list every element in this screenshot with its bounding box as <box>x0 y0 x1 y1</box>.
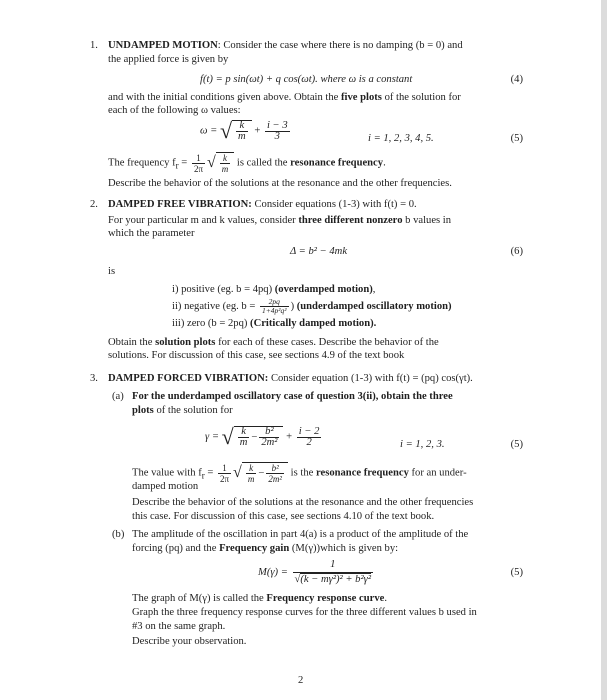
freq-sub: r <box>175 160 179 171</box>
q1-line3-pre: and with the initial conditions given above. Obtain the <box>108 92 342 103</box>
q2-item2-frac <box>260 298 289 315</box>
freq-sqrt: √ $\frac{k}{m}$ <box>207 152 234 174</box>
q1-eq5-condition: i = 1, 2, 3, 4, 5. <box>368 133 434 144</box>
eqM-num: 1 <box>293 558 373 573</box>
val-s1-num: k <box>246 463 257 474</box>
q2-item1-pre: i) positive (eg. b = 4pq) <box>172 284 275 295</box>
q1-line3 <box>108 91 461 105</box>
q2-item2-den: 1+4p²q² <box>262 306 287 315</box>
eq5b-s2-den: 2m² <box>261 437 278 448</box>
freq-sqrt-den: m <box>221 164 229 174</box>
page-number: 2 <box>298 675 304 686</box>
q3a-describe1: Describe the behavior of the solutions at the resonance and the other frequencies <box>132 497 474 508</box>
q2-item2-post: ) <box>290 300 297 312</box>
q1-eq5-number: (5) <box>510 133 523 144</box>
eq5-plus: + <box>254 125 261 137</box>
eqM-frac <box>293 558 373 587</box>
q2-obtain-line2: solutions. For discussion of this case, see sections 4.9 of the text book <box>108 350 405 361</box>
q2-title-rest: Consider equations (1-3) with f(t) = 0. <box>251 199 417 210</box>
q3b-observe: Describe your observation. <box>132 636 247 647</box>
q2-equation-6: Δ = b² − 4mk <box>290 246 348 257</box>
q2-line1 <box>108 214 451 228</box>
q3b-line2-post: (M(γ))which is given by: <box>289 543 399 554</box>
q2-obtain-post: for each of these cases. Describe the behavior of the <box>215 337 439 348</box>
q1-line1 <box>108 39 463 53</box>
eq5b-s1-den: m <box>239 437 248 448</box>
q3b-graph-line3: #3 on the same graph. <box>132 621 226 632</box>
q2-eq6-number: (6) <box>510 246 523 257</box>
val-eq: = <box>204 467 216 479</box>
eqM-den: (k − mγ²)² + b²γ² <box>300 574 371 585</box>
q2-item2-bold: (underdamped oscillatory motion) <box>296 300 452 312</box>
q1-equation-5 <box>200 120 292 142</box>
val-frac <box>218 463 231 484</box>
q2-number: 2. <box>90 199 98 210</box>
q3a-value-line2: damped motion <box>132 481 199 492</box>
val-frac-den: 2π <box>220 473 230 484</box>
q2-line2: which the parameter <box>108 228 195 239</box>
q1-line3-post: of the solution for <box>381 92 461 103</box>
eq5b-f-num: i − 2 <box>298 425 320 437</box>
val-s2-den: 2m² <box>268 474 283 484</box>
eq5b-lhs: γ = <box>205 431 219 443</box>
q3a-line2-post: of the solution for <box>153 405 233 416</box>
q3-number: 3. <box>90 373 98 384</box>
q1-line2: the applied force is given by <box>108 54 229 65</box>
q3b-line2 <box>132 542 398 556</box>
val-sqrt: √ $\frac{k}{m}$ − $\frac{\text{b²}}{\text{2m²}}$ <box>233 462 288 484</box>
q3a-plots: plots <box>132 405 154 416</box>
q2-item2-pre: ii) negative (eg. b = <box>172 300 258 312</box>
freq-frac-den: 2π <box>193 163 203 174</box>
freq-bold: resonance frequency <box>290 157 384 169</box>
val-bold: resonance frequency <box>315 467 409 479</box>
val-s2-num: b² <box>266 463 284 474</box>
eqM-lhs: M(γ) = <box>258 566 288 578</box>
q2-title: DAMPED FREE VIBRATION: <box>108 199 252 210</box>
q1-describe: Describe the behavior of the solutions at the resonance and the other frequencies. <box>108 178 452 189</box>
q3b-equation <box>258 558 375 587</box>
val-sub: r <box>201 470 205 481</box>
q2-item1-bold: (overdamped motion) <box>274 284 373 295</box>
q3-title: DAMPED FORCED VIBRATION: <box>108 373 269 384</box>
q3b-frequency-gain: Frequency gain <box>219 543 290 554</box>
q1-number: 1. <box>90 40 98 51</box>
eq5b-s1-num: k <box>238 427 250 438</box>
q2-line1-bold: three different nonzero <box>298 215 403 226</box>
eq5-sqrt: √ $\frac{k}{m}$ <box>220 120 252 142</box>
graph-pre: The graph of M(γ) is called the <box>132 593 267 604</box>
eq5b-frac <box>297 427 322 448</box>
val-frac-num: 1 <box>218 463 231 474</box>
eq5b-s2-num: b² <box>259 427 279 438</box>
freq-sqrt-num: k <box>220 153 231 164</box>
q2-item3 <box>172 317 376 331</box>
q2-obtain <box>108 336 439 350</box>
q1-equation-4: f(t) = p sin(ωt) + q cos(ωt). where ω is a constant <box>200 74 413 85</box>
q3b-graph-line <box>132 592 387 606</box>
q2-line1-post: b values in <box>402 215 452 226</box>
val-s1-den: m <box>247 474 255 484</box>
freq-frac-num: 1 <box>192 153 205 164</box>
q2-obtain-pre: Obtain the <box>108 337 156 348</box>
q3a-line2 <box>132 404 233 418</box>
val-post: for an under- <box>408 467 467 479</box>
q3a-eq-number: (5) <box>510 439 523 450</box>
freq-mid: is called the <box>234 157 291 169</box>
q3b-eq-number: (5) <box>510 567 523 578</box>
eq5b-f-den: 2 <box>306 436 312 448</box>
freq-pre: The frequency f <box>108 157 176 169</box>
freq-end: . <box>383 157 386 169</box>
val-pre: The value with f <box>132 467 202 479</box>
graph-bold: Frequency response curve <box>266 593 385 604</box>
q3-title-rest: Consider equation (1-3) with f(t) = (pq) cos(γt). <box>268 373 473 384</box>
q1-title: UNDAMPED MOTION <box>108 40 218 51</box>
q2-item2-num: 2pq <box>260 298 289 307</box>
freq-eq: = <box>178 157 190 169</box>
q3a-equation <box>205 426 323 448</box>
q2-item1 <box>172 283 375 297</box>
eq5b-sqrt: √ $\frac{k}{m}$ − $\frac{\text{b²}}{\text{2m²}}$ <box>222 426 284 448</box>
q2-item3-pre: iii) zero (b = 2pq) <box>172 318 251 329</box>
q2-item1-post: , <box>372 284 376 295</box>
graph-post: . <box>384 593 387 604</box>
q2-obtain-bold: solution plots <box>155 337 216 348</box>
eq5-sqrt-num: k <box>236 121 248 132</box>
eq5-sqrt-den: m <box>238 131 246 142</box>
q1-resonance-line <box>108 152 386 174</box>
q3-line0 <box>108 372 473 386</box>
q3a-describe2: this case. For discussion of this case, see sections 4.10 of the text book. <box>132 511 435 522</box>
q3a-label: (a) <box>112 391 124 402</box>
q2-is: is <box>108 266 116 277</box>
q2-line0 <box>108 198 417 212</box>
q2-line1-pre: For your particular m and k values, consider <box>108 215 299 226</box>
q2-item2 <box>172 298 452 315</box>
q3a-line1: For the underdamped oscillatory case of question 3(ii), obtain the three <box>132 391 453 402</box>
q1-eq4-number: (4) <box>510 74 523 85</box>
q1-five-plots: five plots <box>341 92 382 103</box>
eq5-frac <box>265 121 290 142</box>
q3b-graph-line2: Graph the three frequency response curves for the three different values b used in <box>132 607 477 618</box>
q1-line1-rest: : Consider the case where there is no damping (b = 0) and <box>217 40 463 51</box>
q3b-line2-pre: forcing (pq) and the <box>132 543 220 554</box>
q1-line4: each of the following ω values: <box>108 105 241 116</box>
eq5b-minus: − <box>251 431 258 443</box>
eq5b-plus: + <box>286 431 293 443</box>
eq5-lhs: ω = <box>200 125 218 137</box>
q2-item3-bold: (Critically damped motion). <box>250 318 377 329</box>
val-minus: − <box>258 467 265 479</box>
eq5-frac-den: 3 <box>274 130 280 142</box>
q3a-eq-condition: i = 1, 2, 3. <box>400 439 445 450</box>
val-mid: is the <box>288 467 316 479</box>
q3b-label: (b) <box>112 529 125 540</box>
q3b-line1: The amplitude of the oscillation in part 4(a) is a product of the amplitude of the <box>132 529 469 540</box>
eqM-den-wrap: √(k − mγ²)² + b²γ² <box>294 574 371 585</box>
freq-frac <box>192 153 205 174</box>
eq5-frac-num: i − 3 <box>266 119 288 131</box>
